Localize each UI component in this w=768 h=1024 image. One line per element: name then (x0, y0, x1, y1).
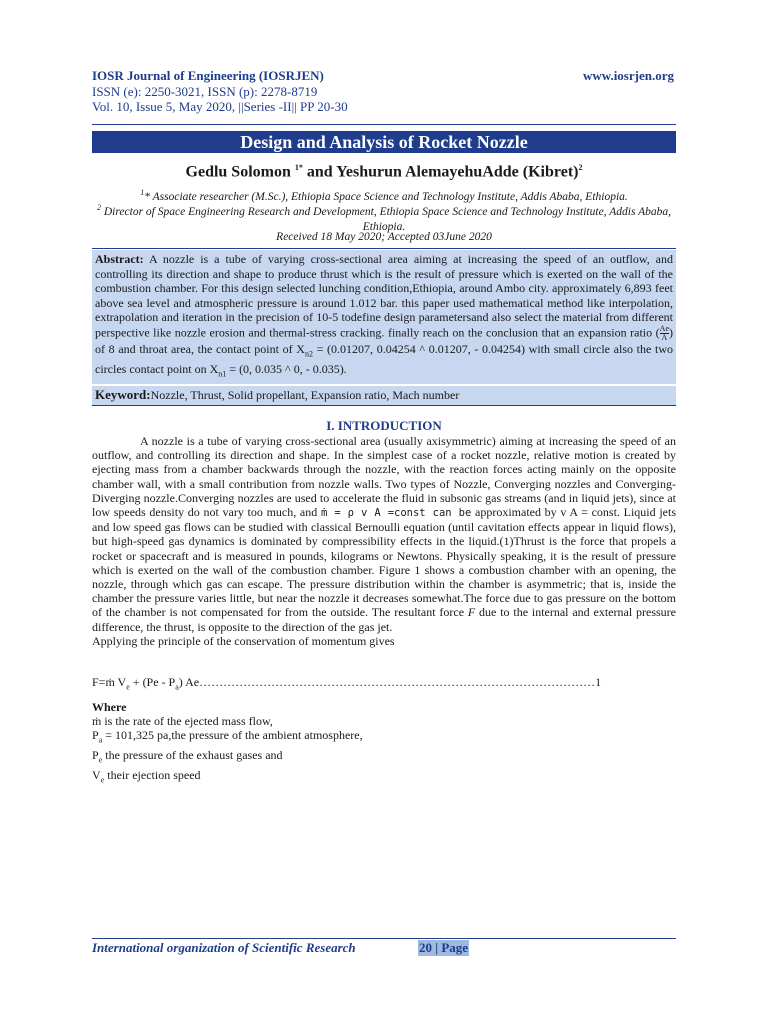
paper-page (92, 0, 676, 1024)
journal-volume: Vol. 10, Issue 5, May 2020, ||Series -II|| PP 20-30 (92, 99, 348, 114)
where-label: Where (92, 700, 127, 714)
author-2: and Yeshurun AlemayehuAdde (Kibret) (302, 163, 579, 181)
definition-ejection-speed: $V_e$ their ejection speed (92, 767, 201, 784)
footer-organization: International organization of Scientific Research (92, 940, 356, 955)
abstract-top-rule (92, 248, 676, 249)
author-line (92, 163, 676, 181)
page-footer (92, 940, 676, 956)
journal-website-link[interactable]: www.iosrjen.org (583, 68, 674, 83)
header-divider (92, 124, 676, 125)
keyword-label: Keyword: (95, 387, 151, 402)
journal-header (92, 68, 676, 114)
keyword-list: Nozzle, Thrust, Solid propellant, Expansion ratio, Mach number (150, 388, 460, 402)
affiliation-2: $^2$ Director of Space Engineering Research and Development, Ethiopia Space Science and Technology Institute, Addis Ababa, Ethiopia. (97, 203, 671, 233)
definition-mass-flow: ṁ is the rate of the ejected mass flow, (92, 714, 273, 729)
abstract-box: Abstract: A nozzle is a tube of varying cross-sectional area aiming at increasing the speed of an outflow, and controlling its direction and shape to produce thrust which is the result of pressure which is exerted on the wall of the combustion chamber. For this design selected lunching condition,Ethiopia, around Ambo city. approximately 6,893 feet above sea level and atmospheric pressure is around 1.012 bar. this paper used mathematical method like interpolation, extrapolation and iteration in the precision of 10-5 todefine design parametersand also select the material from different perspective like nozzle erosion and thermal-stress cracking. finally reach on the conclusion that an expansion ratio ( $\frac{Ae}{A}$ ) of 8 and throat area, the contact point of $X_{n2} = (0.01207$, 0.04254 ^ 0.01207, - 0.04254) with small circle also the two circles contact point on $X_{n1} = (0$, 0.035 ^ 0, - 0.035). (92, 250, 676, 384)
definition-exhaust-pressure: $P_e$ the pressure of the exhaust gases and (92, 748, 283, 765)
author-2-mark: 2 (578, 163, 583, 172)
affiliation-1: $^1$* Associate researcher (M.Sc.), Ethiopia Space Science and Technology Institute, Addis Ababa, Ethiopia. (140, 188, 628, 203)
abstract-label: Abstract: (95, 252, 144, 266)
introduction-paragraph: A nozzle is a tube of varying cross-sectional area (usually axisymmetric) aiming at increasing the speed of an outflow, and controlling its direction and shape. In the simplest case of a rocket nozzle, relative motion is created by ejecting mass from a chamber backwards through the nozzle, with the reaction forces acting mainly on the opposite chamber wall, with a small contribution from nozzle walls. Two types of Nozzle, Converging nozzles and Converging-Diverging nozzle.Converging nozzles are used to accelerate the fluid in subsonic gas streams (and in liquid jets), since at low speeds density do not vary too much, and ṁ = ρ v A =const can be approximated by v A = const. Liquid jets and low speed gas flows can be studied with classical Bernoulli equation (until cavitation effects appear in liquid flows), but high-speed gas dynamics is dominated by compressibility effects in the liquid.(1)Thrust is the force that propels a rocket or spacecraft and is measured in pounds, kilograms or Newtons. Physically speaking, it is the result of pressure which is exerted on the wall of the combustion chamber. Figure 1 shows a combustion chamber with an opening, the nozzle, through which gas can escape. The pressure distribution within the chamber is asymmetric; that is, inside the chamber the pressure varies little, but near the nozzle it decreases somewhat.The force due to gas pressure on the bottom of the chamber is not compensated for from the outside. The resultant force F due to the internal and external pressure difference, the thrust, is opposite to the direction of the gas jet. Applying the principle of the conservation of momentum gives (92, 434, 676, 648)
momentum-sentence: Applying the principle of the conservation of momentum gives (92, 633, 395, 648)
author-1-mark: 1* (294, 163, 303, 172)
expansion-ratio-fraction: $\frac{Ae}{A}$ (659, 323, 669, 342)
section-heading-introduction: I. INTRODUCTION (326, 418, 442, 433)
abstract-bottom-rule (92, 405, 676, 406)
thrust-equation: F=ṁ $V_e + (Pe - P_a)$ Ae………………………………………………………………………………………1 (92, 675, 602, 692)
received-dates: Received 18 May 2020; Accepted 03June 2020 (276, 231, 492, 243)
definition-ambient-pressure: $P_a = 101,325$ pa,the pressure of the ambient atmosphere, (92, 728, 363, 745)
keyword-box (92, 386, 676, 406)
journal-issn: ISSN (e): 2250-3021, ISSN (p): 2278-8719 (92, 84, 318, 99)
mass-flow-expression: ṁ = ρ v A =const can be (320, 507, 472, 520)
journal-name: IOSR Journal of Engineering (IOSRJEN) (92, 68, 324, 83)
page-number: 20 | Page (419, 940, 469, 955)
equation-definitions (92, 700, 676, 787)
author-1: Gedlu Solomon (185, 163, 295, 181)
paper-title: Design and Analysis of Rocket Nozzle (92, 131, 676, 153)
footer-divider (92, 938, 676, 939)
